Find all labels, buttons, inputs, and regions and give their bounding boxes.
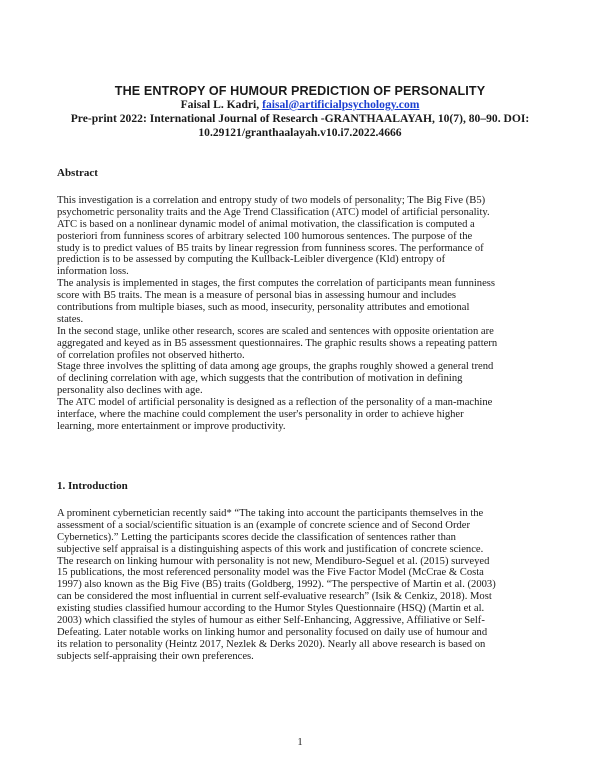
author-email-link[interactable]: faisal@artificialpsychology.com — [262, 98, 420, 111]
paper-title: THE ENTROPY OF HUMOUR PREDICTION OF PERSONALITY — [114, 84, 486, 98]
introduction-line: can be considered the most influential in current self-evaluative research” (Isik & Cenkiz, 2018). Most — [57, 591, 492, 603]
abstract-line: score with B5 traits. The mean is a measure of personal bias in assessing humour and includes — [57, 290, 457, 302]
introduction-line: A prominent cybernetician recently said* “The taking into account the participants themselves in the — [57, 508, 484, 519]
introduction-line: Cybernetics).” Letting the participants scores decide the classification of sentences rather than — [57, 531, 456, 543]
abstract-line: of correlation profiles not observed hitherto. — [57, 349, 245, 361]
introduction-line: 1997) also known as the Big Five (B5) traits (Goldberg, 1992). “The perspective of Martin et al. (2003) — [57, 579, 496, 591]
abstract-line: learning, more entertainment or improve productivity. — [57, 420, 286, 432]
abstract-line: The ATC model of artificial personality is designed as a reflection of the personality of a man-machine — [57, 397, 493, 409]
abstract-line: psychometric personality traits and the Age Trend Classification (ATC) model of artificial personality. — [57, 206, 490, 218]
introduction-heading: 1. Introduction — [57, 480, 128, 492]
introduction-line: The research on linking humour with personality is not new, Mendiburo-Seguel et al. (2015) surveyed — [57, 555, 490, 567]
introduction-line: Defeating. Later notable works on linking humor and personality focused on daily use of humour and — [57, 626, 488, 638]
abstract-line: prediction is to be assessed by computing the Kullback-Leibler divergence (Kld) entropy of — [57, 254, 446, 266]
introduction-line: its relation to personality (Heintz 2017, Nezlek & Derks 2020). Nearly all above research is based on — [57, 638, 486, 650]
abstract-line: In the second stage, unlike other research, scores are scaled and sentences with opposite orientation are — [57, 325, 494, 337]
introduction-line: 2003) which classified the styles of humour as either Self-Enhancing, Aggressive, Affiliative or Self- — [57, 615, 485, 627]
author-line — [0, 98, 600, 112]
abstract-line: study is to predict values of B5 traits by linear regression from funniness scores. The performance of — [57, 242, 484, 254]
abstract-line: personality also declines with age. — [57, 385, 203, 397]
abstract-line: posteriori from funniness scores of arbitrary selected 100 humorous sentences. The purpose of the — [57, 230, 473, 242]
page-number: 1 — [297, 737, 303, 748]
introduction-line: assessment of a social/scientific situation is an (example of concrete science and of Second Order — [57, 519, 471, 531]
abstract-line: Stage three involves the splitting of data among age groups, the graphs roughly showed a general trend — [57, 361, 494, 373]
introduction-line: existing studies classified humour according to the Humor Styles Questionnaire (HSQ) (Martin et al. — [57, 603, 485, 615]
abstract-body — [57, 195, 549, 433]
abstract-line: This investigation is a correlation and entropy study of two models of personality; The Big Five (B5) — [57, 195, 486, 206]
abstract-line: The analysis is implemented in stages, the first computes the correlation of participants mean funniness — [57, 278, 496, 290]
introduction-line: subjects self-appraising their own preferences. — [57, 650, 254, 662]
introduction-line: 15 publications, the most referenced personality model was the Five Factor Model (McCrae & Costa — [57, 567, 484, 579]
abstract-line: states. — [57, 313, 84, 325]
author-name: Faisal L. Kadri, — [180, 98, 260, 111]
abstract-line: of declining correlation with age, which suggests that the contribution of motivation in defining — [57, 373, 463, 385]
publication-info — [40, 112, 560, 139]
abstract-line: aggregated and keyed as in B5 assessment questionnaires. The graphic results shows a repeating pattern — [57, 337, 498, 349]
publication-line-1: Pre-print 2022: International Journal of Research -GRANTHAALAYAH, 10(7), 80–90. DOI: — [70, 112, 530, 125]
abstract-line: ATC is based on a nonlinear dynamic model of animal motivation, the classification is computed a — [57, 218, 475, 230]
introduction-body — [57, 508, 549, 663]
publication-line-2: 10.29121/granthaalayah.v10.i7.2022.4666 — [198, 125, 402, 139]
introduction-line: subjective self appraisal is a distinguishing aspects of this work and justification of concrete science. — [57, 543, 484, 555]
abstract-line: information loss. — [57, 266, 129, 278]
abstract-line: contributions from multiple biases, such as mood, insecurity, personality attributes and emotional — [57, 302, 470, 314]
abstract-heading: Abstract — [57, 167, 98, 179]
abstract-line: interface, where the machine could complement the user's personality in order to achieve higher — [57, 409, 464, 421]
